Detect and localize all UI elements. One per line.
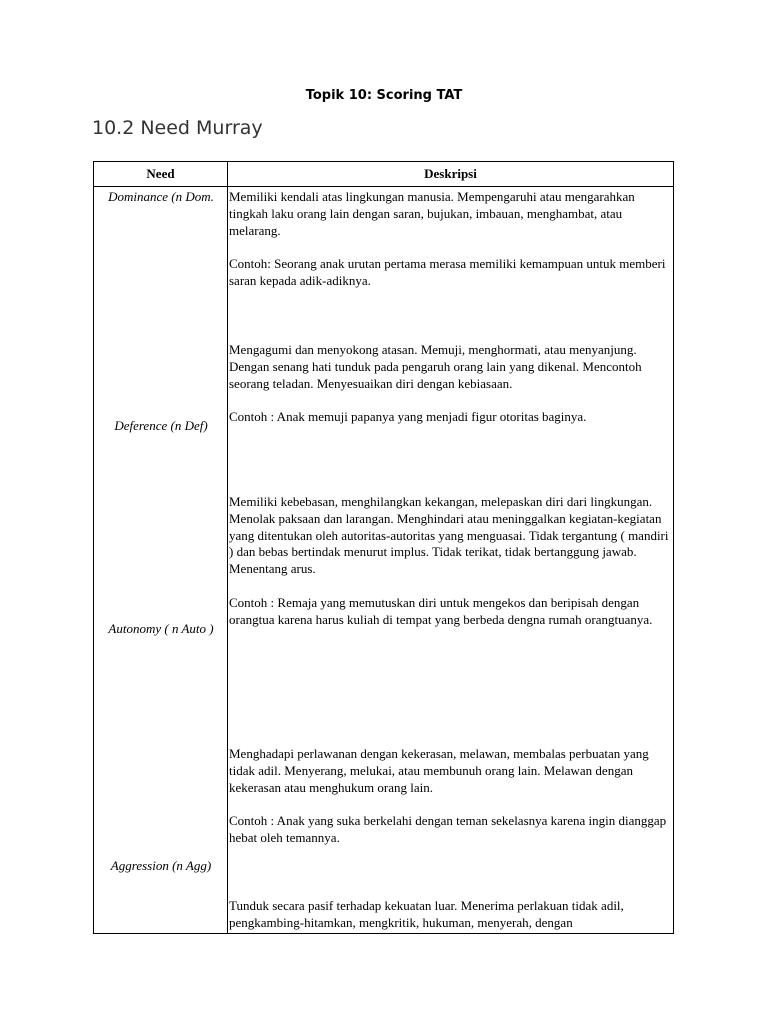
example-text: Contoh: Seorang anak urutan pertama merasa memiliki kemampuan untuk memberi saran kepada adik-adiknya. xyxy=(229,256,666,288)
section-heading: 10.2 Need Murray xyxy=(92,117,263,139)
table-header-row xyxy=(94,162,674,187)
need-name-dominance: Dominance (n Dom. xyxy=(108,189,214,204)
table-body-row xyxy=(94,187,674,934)
example-text: Contoh : Anak yang suka berkelahi dengan teman sekelasnya karena ingin dianggap hebat oleh temannya. xyxy=(229,813,667,845)
column-header-need: Need xyxy=(94,162,228,187)
description-text: Memiliki kebebasan, menghilangkan kekangan, melepaskan diri dari lingkungan. Menolak paksaan dan larangan. Menghindari atau meninggalkan kegiatan-kegiatan yang ditentukan oleh autoritas-autoritas yang menguasai. Tidak tergantung ( mandiri ) dan bebas bertindak menurut implus. Tidak terikat, tidak bertanggung jawab. Menentang arus. xyxy=(229,494,669,577)
description-text: Tunduk secara pasif terhadap kekuatan luar. Menerima perlakuan tidak adil, pengkambing-hitamkan, mengkritik, hukuman, menyerah, dengan xyxy=(229,898,624,930)
description-dominance xyxy=(229,189,670,290)
description-autonomy xyxy=(229,494,670,628)
example-text: Contoh : Remaja yang memutuskan diri untuk mengekos dan beripisah dengan orangtua karena harus kuliah di tempat yang berbeda dengna rumah orangtuanya. xyxy=(229,594,653,627)
description-text: Menghadapi perlawanan dengan kekerasan, melawan, membalas perbuatan yang tidak adil. Menyerang, melukai, atau membunuh orang lain. Melawan dengan kekerasan atau menghukum orang lain. xyxy=(229,746,649,795)
topic-title: Topik 10: Scoring TAT xyxy=(305,88,463,103)
column-header-deskripsi: Deskripsi xyxy=(228,162,674,187)
description-text: Memiliki kendali atas lingkungan manusia. Mempengaruhi atau mengarahkan tingkah laku orang lain dengan saran, bujukan, imbauan, menghambat, atau melarang. xyxy=(229,189,635,238)
description-text: Mengagumi dan menyokong atasan. Memuji, menghormati, atau menyanjung. Dengan senang hati tunduk pada pengaruh orang lain yang dikenal. Mencontoh seorang teladan. Menyesuaikan diri dengan kebiasaan. xyxy=(229,342,642,391)
need-name-autonomy: Autonomy ( n Auto ) xyxy=(108,621,214,636)
need-column-cell xyxy=(94,187,228,934)
description-deference xyxy=(229,342,670,426)
example-text: Contoh : Anak memuji papanya yang menjadi figur otoritas baginya. xyxy=(229,409,587,425)
need-name-deference: Deference (n Def) xyxy=(114,418,208,433)
need-murray-table xyxy=(93,161,674,934)
description-aggression xyxy=(229,746,670,847)
need-name-aggression: Aggression (n Agg) xyxy=(110,858,212,873)
description-continued xyxy=(229,898,670,932)
description-column-cell xyxy=(228,187,674,934)
